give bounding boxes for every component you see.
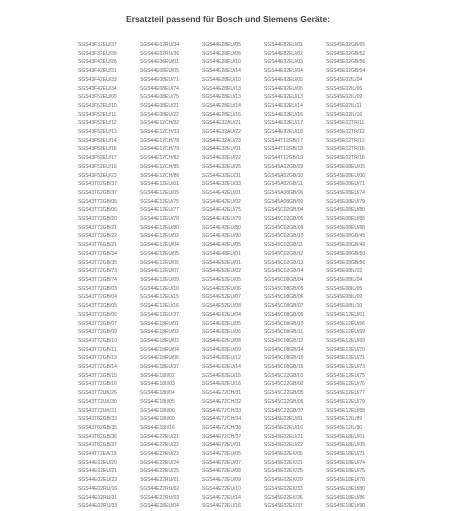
model-number: SGS44E22RU/03 [140,494,180,501]
model-number: SGS44E18EU/06 [140,355,179,362]
model-number: SGS45E18EU/74 [326,459,365,466]
model-number: SGS45E12EU/76 [326,381,365,388]
model-number: SGS45E08EU/79 [326,198,365,205]
model-number: SGS44E92EU/03 [264,59,303,66]
model-number: SGS45E12EU/71 [326,355,365,362]
model-number: SGS44E12EU/05 [140,189,179,196]
model-number: SGS45A02GB/10 [264,172,304,179]
model-number: SGS43T72GB/13 [78,355,117,362]
model-number: SGS45E18EU/05 [326,442,365,449]
model-number: SGS45C02GB/14 [264,268,304,275]
model-number: SGS44E52EU/06 [202,285,241,292]
model-number: SGS45C02GB/04 [264,207,304,214]
model-number: SGS44E02RU/34 [140,42,180,48]
model-number: SGS45E08GB/46 [326,242,366,249]
model-number: SGS43T76GB/21 [78,242,117,249]
model-number: SGS44E28EU/13 [202,94,241,101]
model-number: SGS43T72GB/16 [78,381,117,388]
model-number: SGS43T82GB/35 [78,424,117,431]
model-number: SGS44E48EU/01 [202,250,241,257]
model-number: SGS44E28EU/14 [202,68,241,75]
model-number: SGS45C02GB/10 [264,233,304,240]
model-number: SGS44E08EU/71 [140,76,179,83]
model-number: SGS44T12GB/17 [264,137,303,144]
model-number: SGS44E32EU/26 [202,163,241,170]
model-number: SGS43T72GB/22 [78,233,117,240]
model-number: SGS44E02EU/23 [78,477,117,484]
model-number: SGS44E92EU/14 [264,102,303,109]
model-number: SGS45E18EU/01 [326,433,365,440]
model-number: SGS45E12EU/73 [326,364,365,371]
model-number: SGS45C08GB/09 [264,311,304,318]
model-number: SGS45E02TR/12 [326,129,365,136]
model-number: SGS44E32EU/31 [202,172,241,179]
model-number: SGS45C08GB/07 [264,303,304,310]
model-number: SGS43T62GB/37 [78,189,117,196]
model-number: SGS45E18EU/71 [326,451,365,458]
model-number: SGS44E62EU/06 [202,329,241,336]
model-number: SGS43T72GB/09 [78,329,117,336]
model-number: SGS45C02GB/13 [264,259,304,266]
model-number: SGS43T72GB/15 [78,372,117,379]
model-number: SGS45E08EU/06 [326,172,365,179]
model-number: SGS44E72EU/16 [202,503,241,510]
model-number: SGS43T72GB/34 [78,250,117,257]
model-number: SGS45E08IL/05 [326,285,363,292]
model-number: SGS44E12EU/15 [140,294,179,301]
model-number: SGS45E12EU/77 [326,390,365,397]
model-number: SGS44E72CH/32 [202,398,242,405]
model-number: SGS44E18II/06 [140,407,175,414]
model-number: SGS45E12EU/79 [326,398,365,405]
model-number: SGS44E22EU/21 [140,433,179,440]
model-number: SGS43T72GB/14 [78,364,117,371]
model-number: SGS45C08GB/14 [264,346,304,353]
model-number: SGS43F52EU/13 [78,129,117,136]
model-number: SGS45C22GB/05 [264,390,304,397]
model-number: SGS43T72GB/05 [78,303,117,310]
model-number: SGS43F52EU/17 [78,155,117,162]
model-number: SGS44E32AU/23 [202,137,241,144]
model-number: SGS43F52EU/14 [78,137,117,144]
model-number: SGS44E18II/03 [140,381,175,388]
model-number: SGS44E92EU/16 [264,111,303,118]
model-number: SGS45E08EU/86 [326,216,365,223]
model-number: SGS45E08IL/04 [326,276,363,283]
model-number: SGS44E42EU/80 [202,224,241,231]
model-number: SGS44E28EU/05 [202,42,241,48]
model-number: SGS44E28EU/16 [202,111,241,118]
model-number: SGS44E92EU/18 [264,129,303,136]
model-number: SGS44E12EU/80 [140,224,179,231]
model-number: SGS45E08IL/09 [326,294,363,301]
model-number: SGS44E32AU/21 [202,120,241,127]
model-number: SGS44E12EU/78 [140,216,179,223]
model-number: SGS44E42EU/79 [202,216,241,223]
model-number: SGS44E82EU/02 [264,50,303,57]
model-number: SGS44E02RU/33 [78,503,118,510]
model-number: SGS44E12CH/82 [140,155,180,162]
model-number: SGS44E12CH/32 [140,120,180,127]
model-number: SGS45E02TR/16 [326,155,365,162]
model-number: SGS44E72EU/14 [202,494,241,501]
page-title: Ersatzteil passend für Bosch und Siemens Geräte: [125,14,331,24]
model-number: SGS43T72GB/73 [78,268,117,275]
model-number: SGS43T72GB/05 [78,198,117,205]
model-number: SGS45C08GB/05 [264,285,304,292]
model-number: SGS45E02EX/33 [264,485,303,492]
model-number: SGS44E72CH/33 [202,407,242,414]
model-number: SGS44E12EU/77 [140,207,179,214]
model-number: SGS44E28EU/10 [202,76,241,83]
model-number: SGS45E08EU/05 [326,163,365,170]
model-number: SGS44E72CH/34 [202,416,242,423]
model-number: SGS44E18EU/03 [140,337,179,344]
model-number: SGS45E08IL/02 [326,268,363,275]
model-number: SGS44E08EU/21 [140,102,179,109]
model-number: SGS45E08EU/88 [326,224,365,231]
model-number: SGS45C22GB/02 [264,381,304,388]
model-number: SGS43T72GB/06 [78,311,117,318]
model-number: SGS43F32EU/37 [78,42,117,48]
model-number: SGS45E08EU/80 [326,207,365,214]
model-number: SGS44E32EU/01 [202,146,241,153]
model-number: SGS44E22RU/02 [140,485,180,492]
model-number: SGS44E18II/04 [140,390,175,397]
model-number: SGS44E28EU/04 [140,503,179,510]
model-number: SGS43F52EU/11 [78,111,117,118]
model-number: SGS44E08EU/75 [140,94,179,101]
model-number: SGS45A02GB/09 [264,163,304,170]
model-number: SGS44E92EU/04 [264,68,303,75]
model-number: SGS44E62EU/09 [202,346,241,353]
model-number: SGS45E12EU/01 [326,311,365,318]
model-number: SGS44E02RU/36 [140,50,180,57]
model-number: SGS44E62EU/14 [202,364,241,371]
model-number: SGS44E62EU/05 [202,320,241,327]
model-number: SGS45C08GB/12 [264,337,304,344]
model-number: SGS45E12EU/69 [326,337,365,344]
model-number: SGS45E02TR/11 [326,120,365,127]
model-number: SGS45E12EU/70 [326,346,365,353]
model-number: SGS44E22EU/22 [140,442,179,449]
model-number-grid [78,41,388,511]
model-number: SGS45E02EU/21 [264,433,303,440]
model-number: SGS44E72EU/08 [202,468,241,475]
model-number: SGS45A08GB/09 [264,198,304,205]
model-number: SGS44E18EU/01 [140,320,179,327]
model-number: SGS44E02EU/20 [78,459,117,466]
model-number: SGS45C22GB/01 [264,372,304,379]
model-number: SGS44E18EU/04 [140,346,179,353]
model-number: SGS45C08GB/04 [264,276,304,283]
model-number: SGS44E12EU/07 [140,268,179,275]
model-number: SGS45A02GB/11 [264,181,303,188]
model-number: SGS43T72GB/21 [78,224,117,231]
model-number: SGS43F52EU/12 [78,120,117,127]
model-number: SGS44E92EU/06 [264,85,303,92]
model-number: SGS45C08GB/11 [264,329,304,336]
model-number: SGS44E62EU/12 [202,355,241,362]
model-number: SGS44E72EU/09 [202,477,241,484]
model-number: SGS43F52EU/23 [78,172,117,179]
model-number: SGS43T82GB/33 [78,416,117,423]
model-number: SGS44E08EU/74 [140,85,179,92]
model-number: SGS43T72GB/74 [78,276,117,283]
model-number: SGS43T72GB/04 [78,294,117,301]
model-number: SGS44E92EU/05 [264,76,303,83]
model-number: SGS45E02EU/16 [264,424,303,431]
model-number: SGS45E12EU/59 [326,329,365,336]
model-number: SGS44E28EU/13 [202,85,241,92]
model-number: SGS44E32EU/33 [202,181,241,188]
model-number: SGS44E08EU/22 [140,111,179,118]
model-number: SGS44E62EU/08 [202,337,241,344]
model-number: SGS45E02EX/36 [264,494,303,501]
model-number: SGS45E02EX/25 [264,468,303,475]
model-number: SGS43T72UK/31 [78,407,117,414]
model-number: SGS44E72EU/10 [202,485,241,492]
model-number: SGS44E12EU/02 [140,233,179,240]
model-number: SGS45E02EX/21 [264,459,303,466]
model-number: SGS44E08EU/05 [140,68,179,75]
model-number: SGS44E42EU/01 [202,189,241,196]
model-number: SGS44E32EU/22 [202,155,241,162]
model-number: SGS44E18II/05 [140,398,175,405]
model-number: SGS44E18II/02 [140,372,175,379]
model-number: SGS45E18EU/86 [326,494,365,501]
model-number: SGS45E02GB/56 [326,59,366,66]
model-number: SGS44E12EU/04 [140,242,179,249]
model-number: SGS44E12EU/06 [140,259,179,266]
model-number: SGS44E22EU/24 [140,459,179,466]
model-number: SGS43T72UK/30 [78,398,117,405]
model-number: SGS44E52EU/07 [202,294,241,301]
model-column [78,41,140,511]
model-number: SGS44E12EU/75 [140,198,179,205]
model-number: SGS44E18II/09 [140,416,175,423]
model-number: SGS45E02EX/37 [264,503,303,510]
model-number: SGS45E12EU/88 [326,407,365,414]
model-number: SGS45E02EU/01 [264,416,303,423]
model-number: SGS44E22EU/25 [140,468,179,475]
model-number: SGS45E02EX/05 [264,451,303,458]
model-number: SGS43T72GB/06 [78,207,117,214]
model-number: SGS45C22GB/37 [264,407,304,414]
model-number: SGS44E52EU/01 [202,259,241,266]
model-number: SGS44E18II/16 [140,424,175,431]
model-number: SGS43F42EU/34 [78,85,117,92]
model-number: SGS43T72UK/26 [78,390,117,397]
model-number: SGS45C02GB/12 [264,250,304,257]
model-number: SGS44E12EU/37 [140,311,179,318]
model-number: SGS44E22EU/23 [140,451,179,458]
model-number: SGS44E42EU/90 [202,233,241,240]
model-number: SGS45E18EU/80 [326,485,365,492]
model-number: SGS44E52EU/05 [202,276,241,283]
model-number: SGS43T72GB/10 [78,337,117,344]
model-number: SGS45E02IL/09 [326,94,363,101]
model-number: SGS44E42EU/75 [202,207,241,214]
model-column [140,41,202,511]
model-number: SGS44E12CH/85 [140,163,180,170]
model-number: SGS44E12EU/16 [140,303,179,310]
model-number: SGS43T72GB/11 [78,346,117,353]
model-number: SGS44E72CH/31 [202,390,242,397]
model-number: SGS44E28EU/10 [202,59,241,66]
model-number: SGS45E18EU/75 [326,468,365,475]
model-number: SGS45C02GB/05 [264,216,304,223]
model-number: SGS44E28EU/14 [202,102,241,109]
model-number: SGS43T72GB/20 [78,216,117,223]
model-number: SGS45E02GB/05 [326,42,366,48]
model-number: SGS44E92EU/13 [264,94,303,101]
model-number: SGS43F42EU/33 [78,76,117,83]
model-number: SGS45E08GB/50 [326,250,366,257]
model-number: SGS45E02EX/29 [264,477,303,484]
model-number: SGS44E12CH/86 [140,172,180,179]
model-number: SGS45E12EU/56 [326,320,365,327]
model-number: SGS45E02IL/06 [326,85,363,92]
model-number: SGS44T12GB/18 [264,146,303,153]
model-number: SGS45C08GB/15 [264,355,304,362]
model-number: SGS44E62EU/16 [202,381,241,388]
model-number: SGS45E12IL/90 [326,424,363,431]
model-number: SGS44E12EU/05 [140,250,179,257]
model-number: SGS45E18EU/78 [326,477,365,484]
model-number: SGS44E12EU/10 [140,285,179,292]
model-number: SGS44T72EA/19 [78,451,117,458]
model-number: SGS43T72GB/07 [78,320,117,327]
model-number: SGS43F42EU/26 [78,59,117,66]
model-number: SGS44E02RU/31 [78,494,118,501]
model-number: SGS44E18EU/37 [140,364,179,371]
model-number: SGS43T72GB/03 [78,285,117,292]
model-number: SGS44E52EU/02 [202,268,241,275]
model-number: SGS44E02RU/16 [78,485,118,492]
model-number: SGS44E28EU/06 [202,50,241,57]
model-number: SGS45E02GB/04 [326,68,366,75]
model-number: SGS44E12CH/33 [140,129,180,136]
model-number: SGS43F52EU/09 [78,94,117,101]
model-number: SGS43F32EU/39 [78,50,117,57]
model-number: SGS44E06EU/01 [140,59,179,66]
model-number: SGS44E22RU/01 [140,477,180,484]
model-number: SGS45E02TR/13 [326,137,365,144]
model-number: SGS45E08IL/10 [326,303,363,310]
model-number: SGS45E02EU/22 [264,442,303,449]
model-number: SGS43T02GB/37 [78,181,117,188]
model-number: SGS45E02TR/15 [326,146,365,153]
model-number: SGS45C08GB/06 [264,294,304,301]
model-number: SGS44E12EU/01 [140,181,179,188]
model-number: SGS44E72CH/36 [202,424,242,431]
model-number: SGS44E62EU/15 [202,372,241,379]
model-number: SGS45E08GB/45 [326,233,366,240]
model-number: SGS45E02IL/16 [326,111,363,118]
model-number: SGS44E02EU/21 [78,468,117,475]
model-number: SGS44E18EU/02 [140,329,179,336]
model-number: SGS44E92EU/17 [264,120,303,127]
model-number: SGS45E02GB/52 [326,50,366,57]
model-number: SGS45C08GB/10 [264,320,304,327]
model-number: SGS44E42EU/02 [202,198,241,205]
model-number: SGS45C02GB/09 [264,224,304,231]
model-number: SGS44E12CH/78 [140,137,180,144]
model-number: SGS44E42EU/05 [202,242,241,249]
model-number: SGS45E18EU/90 [326,503,365,510]
model-number: SGS43T72GB/35 [78,259,117,266]
model-number: SGS44E32AU/22 [202,129,241,136]
model-number: SGS43T82GB/37 [78,442,117,449]
model-number: SGS44E72CH/37 [202,433,242,440]
model-number: SGS44E12CH/79 [140,146,180,153]
model-number: SGS43F42EU/31 [78,68,117,75]
model-column [326,41,388,511]
model-number: SGS45C22GB/06 [264,398,304,405]
model-number: SGS45E02IL/11 [326,102,362,109]
model-number: SGS45E12IL/89 [326,416,363,423]
model-number: SGS43F52EU/19 [78,163,117,170]
model-number: SGS45E08GB/56 [326,259,366,266]
model-number: SGS45E12EU/75 [326,372,365,379]
model-number: SGS44E72EU/07 [202,459,241,466]
model-number: SGS44E52EU/08 [202,303,241,310]
model-number: SGS43T82GB/36 [78,433,117,440]
model-number: SGS45E08EU/71 [326,181,365,188]
model-number: SGS43F52EU/16 [78,146,117,153]
model-column [264,41,326,511]
model-number: SGS44E72EU/01 [202,442,241,449]
model-number: SGS44E72EU/05 [202,451,241,458]
model-number: SGS44T12GB/19 [264,155,303,162]
model-column [202,41,264,511]
model-number: SGS45A08GB/06 [264,189,304,196]
model-number: SGS45E08EU/74 [326,189,365,196]
model-number: SGS44E12EU/09 [140,276,179,283]
model-number: SGS44E62EU/04 [202,311,241,318]
model-number: SGS45E02IL/04 [326,76,363,83]
model-number: SGS44E82EU/01 [264,42,303,48]
model-number: SGS45C08GB/16 [264,364,304,371]
model-number: SGS43F52EU/10 [78,102,117,109]
model-number: SGS45C02GB/11 [264,242,304,249]
